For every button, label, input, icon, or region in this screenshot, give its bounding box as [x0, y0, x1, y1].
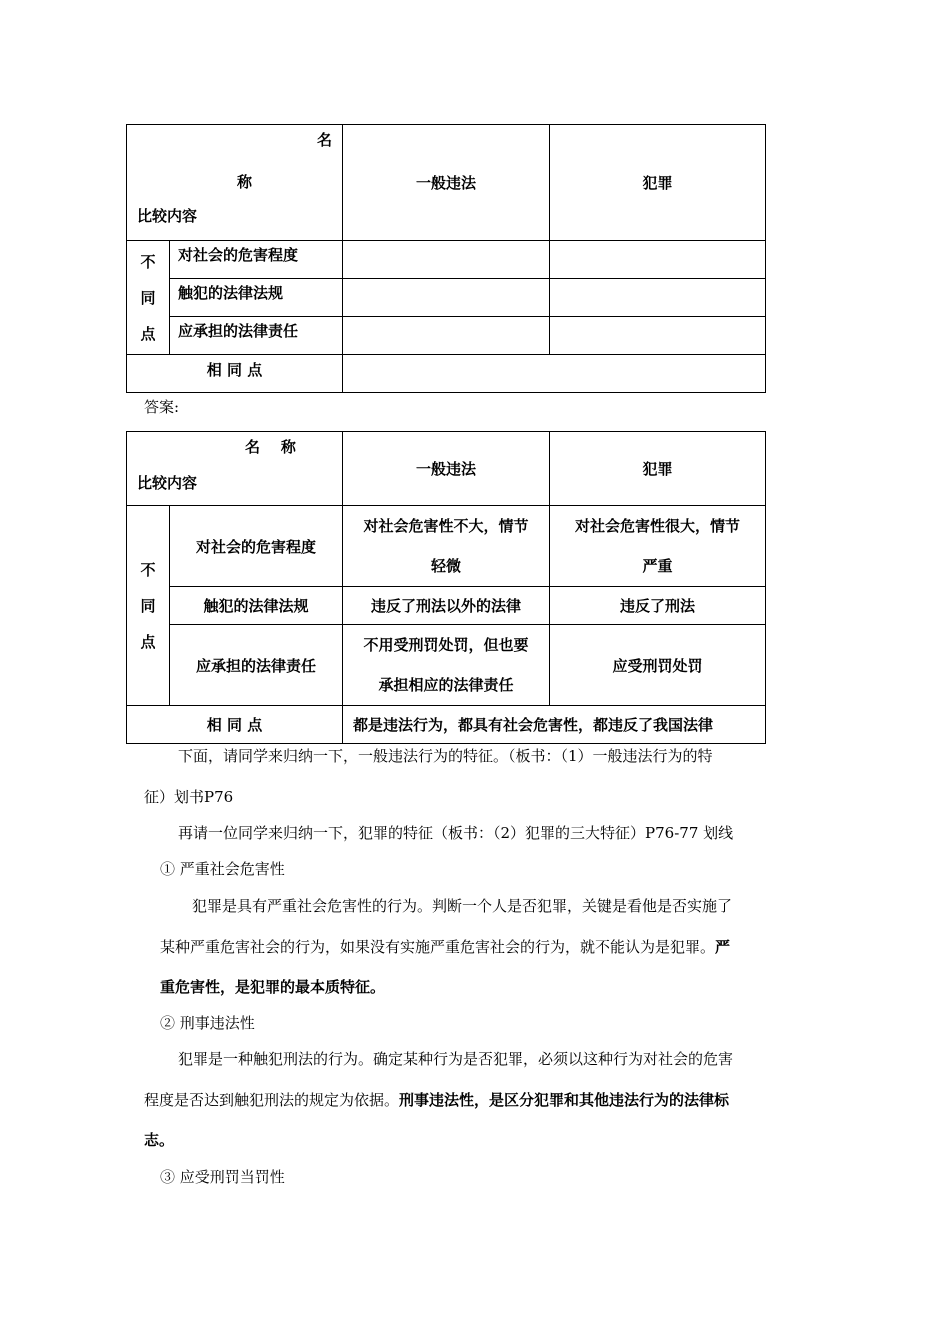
row-label: 触犯的法律法规 [170, 279, 343, 317]
diff-char: 同 [140, 596, 156, 615]
diff-label-cell [127, 241, 170, 355]
answer-line: 严重 [642, 557, 673, 575]
answer-line: 对社会危害性不大，情节 [363, 517, 529, 535]
row-label: 触犯的法律法规 [170, 587, 343, 625]
blank-cell [550, 317, 766, 355]
row-label: 应承担的法律责任 [170, 625, 343, 706]
answer-line: 承担相应的法律责任 [378, 676, 514, 694]
header-col1: 一般违法 [343, 432, 550, 506]
plain-text: 程度是否达到触犯刑法的规定为依据。 [144, 1091, 400, 1109]
blank-comparison-table [126, 124, 766, 393]
blank-cell [550, 279, 766, 317]
row-label: 对社会的危害程度 [170, 506, 343, 587]
answer-line: 应受刑罚处罚 [612, 656, 703, 675]
answer-line: 违反了刑法 [619, 597, 695, 615]
header-corner-cell [127, 125, 343, 241]
answer-cell [550, 587, 766, 625]
answer-line: 违反了刑法以外的法律 [370, 597, 521, 615]
paragraph-line: 下面，请同学来归纳一下，一般违法行为的特征。（板书：（1）一般违法行为的特 [178, 747, 713, 765]
diff-label-cell [127, 506, 170, 706]
diff-char: 不 [140, 252, 156, 271]
paragraph-line [160, 937, 730, 957]
answer-cell [343, 587, 550, 625]
header-col2: 犯罪 [550, 125, 766, 241]
header-compare-label: 比较内容 [137, 207, 198, 225]
list-item-heading: ③ 应受刑罚当罚性 [160, 1168, 285, 1186]
answer-line: 对社会危害性很大，情节 [574, 517, 740, 535]
header-name-char-1: 名 [316, 131, 332, 149]
bold-text: 重危害性，是犯罪的最本质特征。 [160, 978, 386, 996]
answer-line: 不用受刑罚处罚，但也要 [363, 636, 529, 654]
bold-text: 刑事违法性，是区分犯罪和其他违法行为的法律标 [399, 1091, 730, 1109]
paragraph-line: 犯罪是一种触犯刑法的行为。确定某种行为是否犯罪，必须以这种行为对社会的危害 [178, 1050, 734, 1068]
answer-cell [550, 625, 766, 706]
header-name-char-2: 称 [237, 173, 253, 191]
answer-cell [343, 625, 550, 706]
list-item-heading: ② 刑事违法性 [160, 1014, 255, 1032]
header-corner-cell [127, 432, 343, 506]
paragraph-line: 犯罪是具有严重社会危害性的行为。判断一个人是否犯罪，关键是看他是否实施了 [192, 897, 733, 915]
diff-char: 点 [140, 632, 156, 651]
paragraph-line: 再请一位同学来归纳一下，犯罪的特征（板书：（2）犯罪的三大特征）P76-77 划线 [178, 824, 734, 842]
blank-cell [550, 241, 766, 279]
header-col2: 犯罪 [550, 432, 766, 506]
diff-char: 点 [140, 324, 156, 343]
paragraph-line: 征）划书P76 [144, 788, 234, 806]
answer-label: 答案: [144, 398, 180, 416]
header-compare-label: 比较内容 [137, 474, 198, 492]
answer-comparison-table [126, 431, 766, 744]
list-item-heading: ① 严重社会危害性 [160, 860, 285, 878]
diff-char: 不 [140, 560, 156, 579]
header-col1: 一般违法 [343, 125, 550, 241]
row-label: 应承担的法律责任 [170, 317, 343, 355]
paragraph-line [144, 1090, 729, 1110]
row-label: 对社会的危害程度 [170, 241, 343, 279]
header-name-label: 名 称 [245, 438, 296, 456]
blank-cell [343, 317, 550, 355]
same-label: 相 同 点 [127, 355, 343, 393]
blank-cell [343, 241, 550, 279]
answer-line: 轻微 [430, 557, 461, 575]
answer-cell [550, 506, 766, 587]
plain-text: 某种严重危害社会的行为，如果没有实施严重危害社会的行为，就不能认为是犯罪。 [160, 938, 716, 956]
same-label: 相 同 点 [127, 706, 343, 744]
blank-cell [343, 279, 550, 317]
bold-text: 严 [715, 938, 731, 956]
diff-char: 同 [140, 288, 156, 307]
blank-cell [343, 355, 766, 393]
same-value: 都是违法行为，都具有社会危害性，都违反了我国法律 [343, 706, 766, 744]
answer-cell [343, 506, 550, 587]
bold-text: 志。 [144, 1131, 175, 1149]
